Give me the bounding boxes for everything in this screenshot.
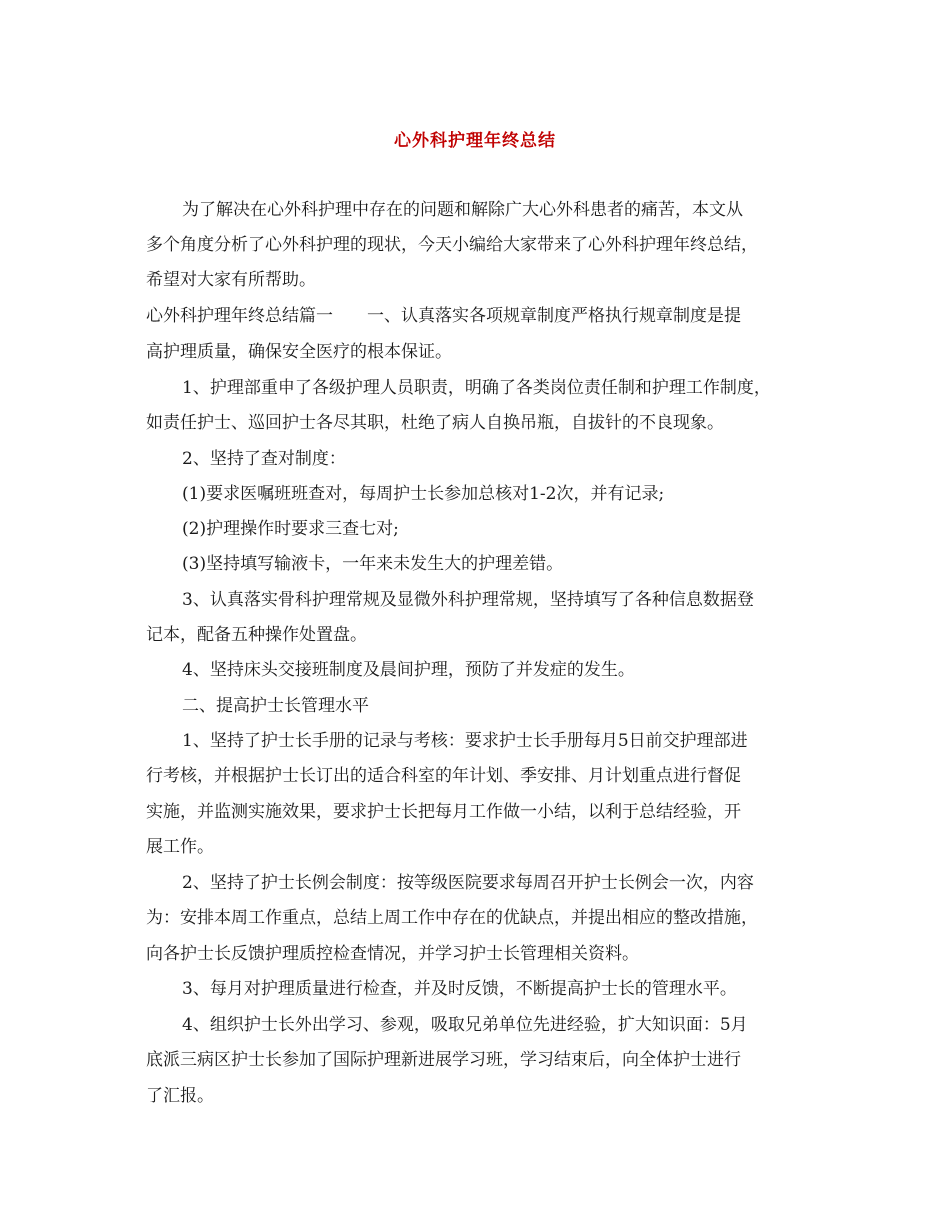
text-line: (1)要求医嘱班班查对，每周护士长参加总核对1-2次，并有记录;: [182, 484, 665, 504]
text-line: 行考核，并根据护士长订出的适合科室的年计划、季安排、月计划重点进行督促: [146, 766, 741, 786]
text-line: 为：安排本周工作重点，总结上周工作中存在的优缺点，并提出相应的整改措施，: [146, 908, 758, 928]
text-line: 4、坚持床头交接班制度及晨间护理，预防了并发症的发生。: [182, 660, 635, 680]
text-line: (2)护理操作时要求三查七对;: [182, 519, 399, 539]
text-line: 如责任护士、巡回护士各尽其职，杜绝了病人自换吊瓶，自拔针的不良现象。: [146, 413, 724, 433]
text-line: 展工作。: [146, 837, 214, 857]
text-line: 二、提高护士长管理水平: [182, 696, 369, 716]
text-line: 1、护理部重申了各级护理人员职责，明确了各类岗位责任制和护理工作制度，: [182, 378, 771, 398]
text-line: 1、坚持了护士长手册的记录与考核：要求护士长手册每月5日前交护理部进: [182, 731, 748, 751]
text-line: 2、坚持了护士长例会制度：按等级医院要求每周召开护士长例会一次，内容: [182, 873, 754, 893]
text-line: 了汇报。: [146, 1086, 214, 1106]
text-line: 向各护士长反馈护理质控检查情况，并学习护士长管理相关资料。: [146, 944, 639, 964]
text-line: 实施，并监测实施效果，要求护士长把每月工作做一小结，以利于总结经验，开: [146, 802, 741, 822]
text-line: 希望对大家有所帮助。: [146, 270, 316, 290]
text-line: 3、每月对护理质量进行检查，并及时反馈，不断提高护士长的管理水平。: [182, 979, 737, 999]
text-line: 为了解决在心外科护理中存在的问题和解除广大心外科患者的痛苦，本文从: [182, 200, 743, 220]
text-line: (3)坚持填写输液卡，一年来未发生大的护理差错。: [182, 554, 564, 574]
text-line: 多个角度分析了心外科护理的现状，今天小编给大家带来了心外科护理年终总结，: [146, 235, 758, 255]
text-line: 高护理质量，确保安全医疗的根本保证。: [146, 342, 452, 362]
text-line: 心外科护理年终总结篇一 一、认真落实各项规章制度严格执行规章制度是提: [146, 306, 741, 326]
document-title: 心外科护理年终总结: [394, 131, 556, 151]
text-line: 记本，配备五种操作处置盘。: [146, 625, 367, 645]
text-line: 底派三病区护士长参加了国际护理新进展学习班，学习结束后，向全体护士进行: [146, 1050, 741, 1070]
text-line: 4、组织护士长外出学习、参观，吸取兄弟单位先进经验，扩大知识面：5月: [182, 1015, 748, 1035]
text-line: 2、坚持了查对制度：: [182, 449, 346, 469]
text-line: 3、认真落实骨科护理常规及显微外科护理常规，坚持填写了各种信息数据登: [182, 590, 754, 610]
